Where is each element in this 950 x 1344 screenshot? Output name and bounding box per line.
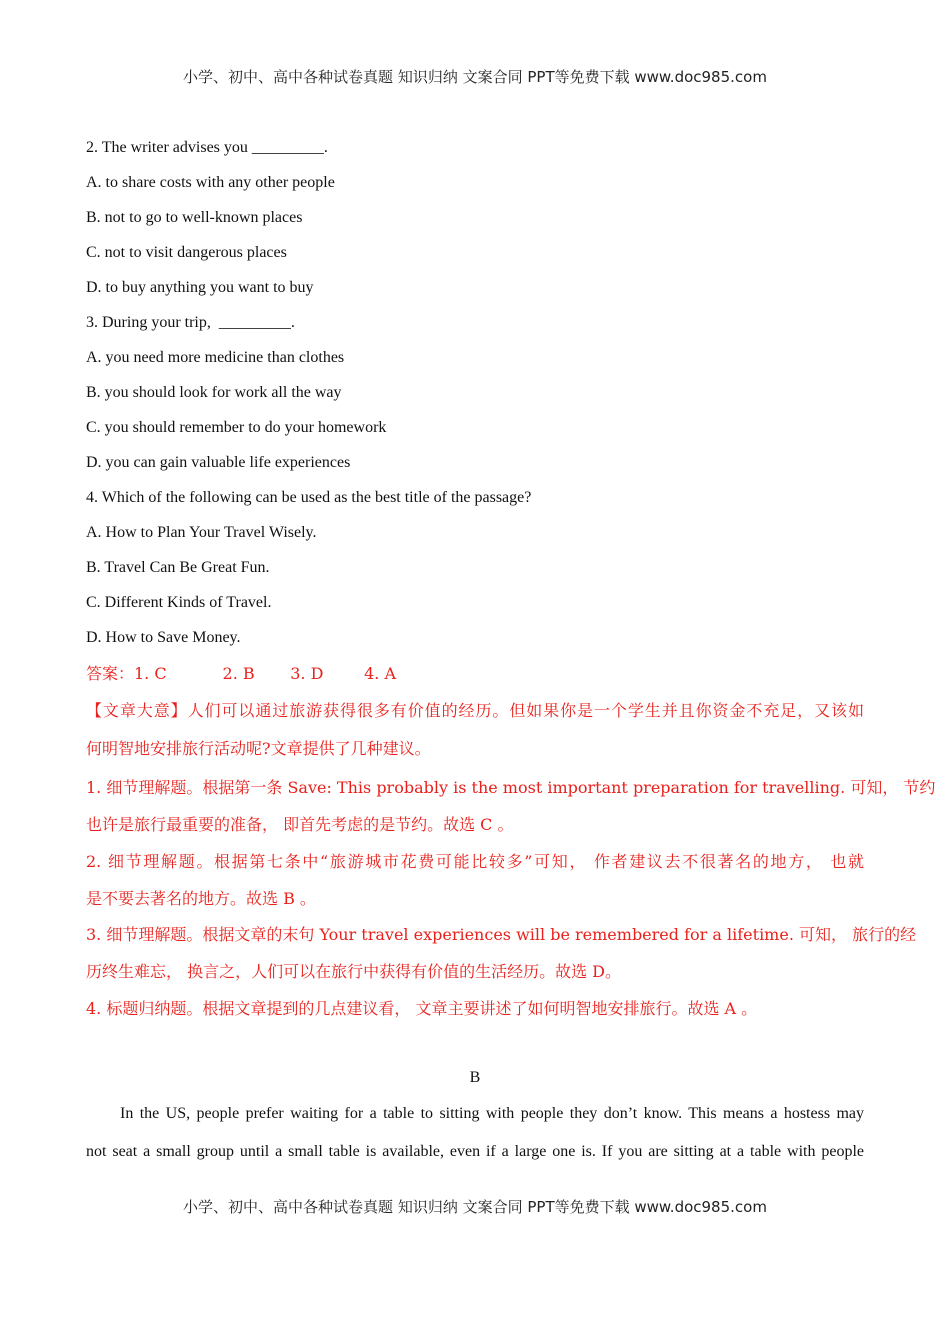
explanation-3-line-1: 3. 细节理解题。根据文章的末句 Your travel experiences will be remembered for a lifetime. 可知， 旅行的经 [86, 925, 917, 944]
explanation-1-line-1: 1. 细节理解题。根据第一条 Save: This probably is the most important preparation for travelling. 可知， 节约 [86, 778, 936, 797]
section-b-title: B [469, 1069, 481, 1086]
explanation-4-line-1: 4. 标题归纳题。根据文章提到的几点建议看， 文章主要讲述了如何明智地安排旅行。故选 A 。 [86, 999, 758, 1018]
question-3-option-c: C. you should remember to do your homework [86, 419, 387, 436]
page-header: 小学、初中、高中各种试卷真题 知识归纳 文案合同 PPT等免费下载 www.doc985.com [183, 68, 767, 86]
question-2-option-a: A. to share costs with any other people [86, 174, 335, 191]
question-4-option-b: B. Travel Can Be Great Fun. [86, 559, 270, 576]
explanation-3-line-2: 历终生难忘， 换言之，人们可以在旅行中获得有价值的生活经历。故选 D。 [86, 962, 622, 981]
explanation-1-line-2: 也许是旅行最重要的准备， 即首先考虑的是节约。故选 C 。 [86, 815, 514, 834]
question-2-option-c: C. not to visit dangerous places [86, 244, 287, 261]
question-2-option-b: B. not to go to well-known places [86, 209, 303, 226]
explanation-2-line-1: 2. 细节理解题。根据第七条中“旅游城市花费可能比较多”可知， 作者建议去不很著名的地方， 也就 [86, 852, 864, 871]
question-4-option-c: C. Different Kinds of Travel. [86, 594, 272, 611]
question-3-option-d: D. you can gain valuable life experiences [86, 454, 351, 471]
summary-line-1: 【文章大意】人们可以通过旅游获得很多有价值的经历。但如果你是一个学生并且你资金不充足，又该如 [86, 701, 864, 720]
summary-line-2: 何明智地安排旅行活动呢?文章提供了几种建议。 [86, 739, 431, 758]
question-4-option-d: D. How to Save Money. [86, 629, 241, 646]
question-2-option-d: D. to buy anything you want to buy [86, 279, 314, 296]
section-b-paragraph-line-2: not seat a small group until a small table is available, even if a large one is. If you are sitting at a table with people [86, 1143, 864, 1160]
question-3-option-b: B. you should look for work all the way [86, 384, 342, 401]
question-3-stem: 3. During your trip, _________. [86, 314, 295, 331]
question-4-option-a: A. How to Plan Your Travel Wisely. [86, 524, 317, 541]
question-2-stem: 2. The writer advises you _________. [86, 139, 328, 156]
question-4-stem: 4. Which of the following can be used as the best title of the passage? [86, 489, 532, 506]
question-3-option-a: A. you need more medicine than clothes [86, 349, 345, 366]
explanation-2-line-2: 是不要去著名的地方。故选 B 。 [86, 889, 316, 908]
page-footer: 小学、初中、高中各种试卷真题 知识归纳 文案合同 PPT等免费下载 www.doc985.com [183, 1198, 767, 1216]
section-b-paragraph-line-1: In the US, people prefer waiting for a table to sitting with people they don’t know. This means a hostess may [120, 1105, 864, 1122]
answer-key: 答案：1. C 2. B 3. D 4. A [86, 664, 397, 683]
